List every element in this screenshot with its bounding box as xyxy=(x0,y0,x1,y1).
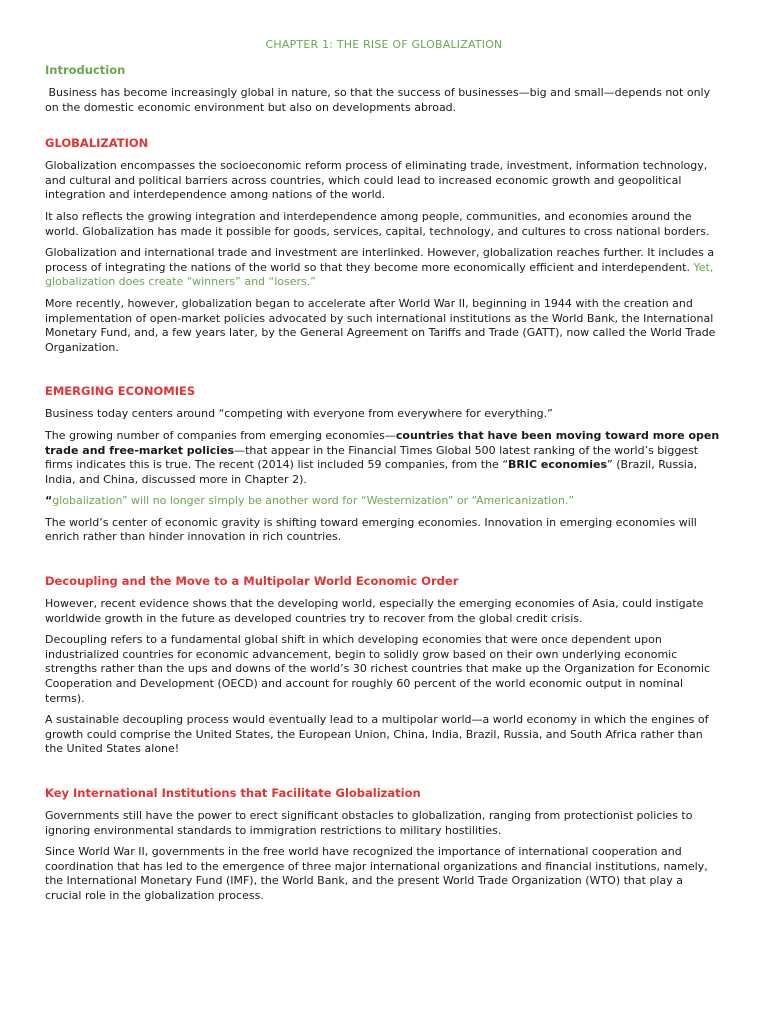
decoupling-paragraph-1: However, recent evidence shows that the developing world, especially the emerging economies of Asia, could instigate worldwide growth in the future as developed countries try to recover from the global credit crisis. xyxy=(45,597,704,625)
emerging-paragraph-1: Business today centers around “competing with everyone from everywhere for everything.” xyxy=(45,407,553,421)
emerging-p2-bold-countries: countries that have been moving toward more open trade and free-market policies xyxy=(45,428,720,457)
emerging-p2-bold-bric: BRIC economies xyxy=(508,458,608,472)
decoupling-paragraph-3: A sustainable decoupling process would eventually lead to a multipolar world—a world economy in which the engines of growth could comprise the United States, the European Union, China, India, Brazil, Russia, and South Africa rather than the United States alone! xyxy=(45,713,709,756)
globalization-paragraph-3-text: Globalization and international trade and investment are interlinked. However, globalization reaches further. It includes a process of integrating the nations of the world so that they become more economically efficient and interdependent. xyxy=(45,246,715,274)
emerging-p2-text-a: The growing number of companies from emerging economies— xyxy=(45,428,396,442)
institutions-heading: Key International Institutions that Facilitate Globalization xyxy=(45,786,421,800)
globalization-heading: GLOBALIZATION xyxy=(45,136,149,151)
decoupling-heading: Decoupling and the Move to a Multipolar World Economic Order xyxy=(45,574,459,589)
decoupling-paragraph-2: Decoupling refers to a fundamental global shift in which developing economies that were once dependent upon industrialized countries for economic advancement, begin to solidly grow based on their own underlying economic strengths rather than the ups and downs of the world’s 30 richest countries that make up the Organization for Economic Cooperation and Development (OECD) and account for roughly 60 percent of the world economic output in nominal terms). xyxy=(45,633,711,705)
introduction-heading: Introduction xyxy=(45,63,126,77)
emerging-p3-quote-mark: “ xyxy=(45,494,53,508)
emerging-paragraph-4: The world’s center of economic gravity is shifting toward emerging economies. Innovation in emerging economies will enrich rather than hinder innovation in rich countries. xyxy=(45,515,697,544)
globalization-paragraph-4: More recently, however, globalization began to accelerate after World War II, beginning in 1944 with the creation and implementation of open-market policies advocated by such international institutions as the World Bank, the International Monetary Fund, and, a few years later, by the General Agreement on Tariffs and Trade (GATT), now called the World Trade Organization. xyxy=(45,296,716,354)
emerging-paragraph-3 xyxy=(45,494,720,509)
winners-losers-highlight: Yet, globalization does create “winners” and “losers.” xyxy=(45,260,714,289)
emerging-p2-text-e: ” (Brazil, Russia, India, and China, discussed more in Chapter 2). xyxy=(45,458,698,486)
emerging-p2-text-c: —that appear in the Financial Times Global 500 latest ranking of the world’s biggest firms indicates this is true. The recent (2014) list included 59 companies, from the “ xyxy=(45,443,699,472)
globalization-paragraph-2: It also reflects the growing integration and interdependence among people, communities, and economies around the world. Globalization has made it possible for goods, services, capital, technology, and cultures to cross national borders. xyxy=(45,209,710,238)
emerging-economies-heading: EMERGING ECONOMIES xyxy=(45,384,196,399)
introduction-text: Business has become increasingly global in nature, so that the success of businesses—big and small—depends not only on the domestic economic environment but also on developments abroad. xyxy=(45,86,711,114)
institutions-paragraph-2: Since World War II, governments in the free world have recognized the importance of international cooperation and coordination that has led to the emergence of three major international organizations and financial institutions, namely, the International Monetary Fund (IMF), the World Bank, and the present World Trade Organization (WTO) that play a crucial role in the globalization process. xyxy=(45,845,708,902)
westernization-highlight: globalization” will no longer simply be another word for “Westernization” or “Americanization.” xyxy=(52,494,575,508)
globalization-paragraph-3 xyxy=(45,246,720,290)
emerging-paragraph-2 xyxy=(45,429,720,487)
introduction-paragraph xyxy=(45,86,720,115)
chapter-title: CHAPTER 1: THE RISE OF GLOBALIZATION xyxy=(265,38,503,51)
institutions-paragraph-1: Governments still have the power to erect significant obstacles to globalization, ranging from protectionist policies to ignoring environmental standards to immigration restrictions to military hostilities. xyxy=(45,809,693,837)
globalization-paragraph-1: Globalization encompasses the socioeconomic reform process of eliminating trade, investment, information technology, and cultural and political barriers across countries, which could lead to increased economic growth and geopolitical integration and interdependence among nations of the world. xyxy=(45,159,708,202)
